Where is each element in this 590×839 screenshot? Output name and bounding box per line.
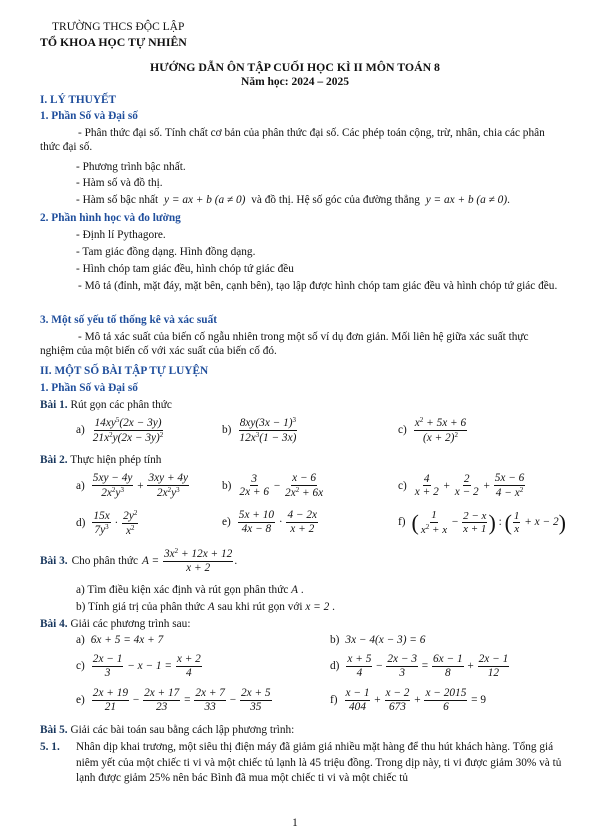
exercises-s1-heading: 1. Phần Số và Đại số bbox=[40, 382, 138, 394]
label-b: b) bbox=[330, 634, 340, 646]
label-c: c) bbox=[398, 479, 407, 492]
theory-s3-heading: 3. Một số yếu tố thống kê và xác suất bbox=[40, 314, 217, 326]
ex2-b: b) $\frac{3}{2x + 6}$ − $\frac{x - 6}{2x^2 + 6x}$ bbox=[222, 472, 324, 499]
exercise-2-label: Bài 2. bbox=[40, 454, 68, 466]
label-f: f) bbox=[330, 694, 338, 707]
school-name: TRƯỜNG THCS ĐỘC LẬP bbox=[52, 21, 185, 33]
document-title: HƯỚNG DẪN ÔN TẬP CUỐI HỌC KÌ II MÔN TOÁN 8 bbox=[150, 60, 440, 74]
exercise-3-a-text: a) Tìm điều kiện xác định và rút gọn phân thức bbox=[76, 584, 289, 596]
exercise-2 bbox=[40, 453, 161, 467]
label-a: a) bbox=[76, 424, 85, 437]
label-a: a) bbox=[76, 479, 85, 492]
theory-s2-item-1: - Định lí Pythagore. bbox=[76, 229, 166, 241]
ex4-d: d) $\frac{x + 5}{4}$ − $\frac{2x - 3}{3}$ = $\frac{6x - 1}{8}$ + $\frac{2x - 1}{12}$ bbox=[330, 653, 509, 679]
line-formula: y = ax + b (a ≠ 0) bbox=[425, 194, 508, 206]
label-b: b) bbox=[222, 479, 232, 492]
item-4-lead: - Hàm số bậc nhất bbox=[76, 194, 159, 206]
label-d: d) bbox=[330, 660, 340, 673]
exercises-heading: II. MỘT SỐ BÀI TẬP TỰ LUYỆN bbox=[40, 365, 209, 377]
department-name: TỔ KHOA HỌC TỰ NHIÊN bbox=[40, 35, 187, 49]
exercise-5 bbox=[40, 723, 294, 737]
exercise-3-b-text-1: b) Tính giá trị của phân thức bbox=[76, 601, 205, 613]
exercise-3-a: a) Tìm điều kiện xác định và rút gọn phân thức A . bbox=[76, 584, 304, 596]
exercise-5-label: Bài 5. bbox=[40, 724, 68, 736]
exercise-3-b: b) Tính giá trị của phân thức A sau khi rút gọn với x = 2 . bbox=[76, 601, 335, 613]
theory-s1-item-2: - Phương trình bậc nhất. bbox=[76, 161, 186, 173]
exercise-3-text: Cho phân thức bbox=[71, 554, 138, 567]
exercise-4 bbox=[40, 617, 190, 631]
exercise-3: Bài 3. Cho phân thức A = $\frac{3x^2 + 12x + 12}{x + 2}$ . bbox=[40, 547, 238, 574]
exercise-1 bbox=[40, 398, 172, 412]
theory-s3-item-1: - Mô tả xác suất của biến cố ngẫu nhiên trong một số ví dụ đơn giản. Mối liên hệ giữa xác suất thực nghiệm của một biến cố với xác suất của biến cố đó. bbox=[40, 331, 529, 358]
exercise-2-text: Thực hiện phép tính bbox=[70, 454, 162, 466]
ex1-b: b) $\frac{8xy(3x - 1)^3}{12x^3(1 - 3x)}$ bbox=[222, 416, 297, 444]
ex4-a: a) 6x + 5 = 4x + 7 bbox=[76, 634, 164, 646]
label-d: d) bbox=[76, 517, 86, 530]
theory-s1-item-3: - Hàm số và đồ thị. bbox=[76, 177, 163, 189]
label-c: c) bbox=[398, 424, 407, 437]
label-a: a) bbox=[76, 634, 85, 646]
page-number: 1 bbox=[292, 817, 298, 829]
exercise-4-text: Giải các phương trình sau: bbox=[70, 618, 191, 630]
exercise-3-b-text-2: sau khi rút gọn với bbox=[217, 601, 303, 613]
theory-s1-item-4: - Hàm số bậc nhất y = ax + b (a ≠ 0) và đồ thị. Hệ số góc của đường thẳng y = ax + b (a ≠ 0). bbox=[76, 194, 510, 206]
item-4-mid: và đồ thị. Hệ số góc của đường thẳng bbox=[251, 194, 420, 206]
label-f: f) bbox=[398, 516, 406, 529]
exercise-3-label: Bài 3. bbox=[40, 554, 68, 567]
ex2-f: f) ( $\frac{1}{x^2 + x}$ − $\frac{2 - x}{x + 1}$ ) : ( $\frac{1}{x}$ + x − 2 ) bbox=[398, 509, 566, 536]
label-e: e) bbox=[76, 694, 85, 707]
ex2-e: e) $\frac{5x + 10}{4x - 8}$ · $\frac{4 - 2x}{x + 2}$ bbox=[222, 509, 318, 535]
linear-function-formula: y = ax + b (a ≠ 0) bbox=[164, 194, 246, 206]
ex2-d: d) $\frac{15x}{7y^3}$ · $\frac{2y^2}{x^2}$ bbox=[76, 509, 138, 537]
ex4-e: e) $\frac{2x + 19}{21}$ − $\frac{2x + 17}{23}$ = $\frac{2x + 7}{33}$ − $\frac{2x + 5}{35}$ bbox=[76, 687, 271, 713]
ex4-f: f) $\frac{x - 1}{404}$ + $\frac{x - 2}{673}$ + $\frac{x - 2015}{6}$ = 9 bbox=[330, 687, 487, 713]
label-e: e) bbox=[222, 516, 231, 529]
exercise-4-label: Bài 4. bbox=[40, 618, 68, 630]
ex1-a: a) $\frac{14xy^5(2x - 3y)}{21x^2y(2x - 3y)^2}$ bbox=[76, 416, 164, 444]
theory-s1-heading: 1. Phần Số và Đại số bbox=[40, 110, 138, 122]
theory-s2-heading: 2. Phần hình học và đo lường bbox=[40, 212, 181, 224]
label-b: b) bbox=[222, 424, 232, 437]
school-year: Năm học: 2024 – 2025 bbox=[241, 76, 349, 88]
ex2-c: c) $\frac{4}{x + 2}$ + $\frac{2}{x - 2}$ + $\frac{5x - 6}{4 - x^2}$ bbox=[398, 472, 525, 499]
problem-5-1-number: 5. 1. bbox=[40, 741, 60, 753]
exercise-1-text: Rút gọn các phân thức bbox=[70, 399, 172, 411]
theory-s2-item-3: - Hình chóp tam giác đều, hình chóp tứ giác đều bbox=[76, 263, 294, 275]
exercise-1-label: Bài 1. bbox=[40, 399, 68, 411]
theory-s2-item-4: - Mô tả (đỉnh, mặt đáy, mặt bên, cạnh bên), tạo lập được hình chóp tam giác đều và hình chóp tứ giác đều. bbox=[78, 280, 558, 292]
theory-heading: I. LÝ THUYẾT bbox=[40, 94, 117, 106]
ex1-c: c) $\frac{x^2 + 5x + 6}{(x + 2)^2}$ bbox=[398, 416, 467, 444]
exercise-5-text: Giải các bài toán sau bằng cách lập phương trình: bbox=[70, 724, 295, 736]
theory-s2-item-2: - Tam giác đồng dạng. Hình đồng dạng. bbox=[76, 246, 256, 258]
ex4-b: b) 3x − 4(x − 3) = 6 bbox=[330, 634, 426, 646]
problem-5-1-text: Nhân dịp khai trương, một siêu thị điện máy đã giảm giá nhiều mặt hàng để thu hút khách hàng. Tổng giá niêm yết của một chiếc ti vi và một chiếc tủ lạnh là 45 triệu đồng. Trong dịp này, ti vi được giảm 30% và tủ lạnh được giảm 25% nên bác Bình đã mua một chiếc ti vi và một chiếc tủ bbox=[76, 741, 562, 785]
ex2-a: a) $\frac{5xy - 4y}{2x^2y^3}$ + $\frac{3xy + 4y}{2x^2y^3}$ bbox=[76, 472, 189, 499]
theory-s1-item-1: - Phân thức đại số. Tính chất cơ bản của phân thức đại số. Các phép toán cộng, trừ, nhân, chia các phân thức đại số. bbox=[40, 127, 545, 154]
label-c: c) bbox=[76, 660, 85, 673]
ex4-c: c) $\frac{2x - 1}{3}$ − x − 1 = $\frac{x + 2}{4}$ bbox=[76, 653, 201, 679]
